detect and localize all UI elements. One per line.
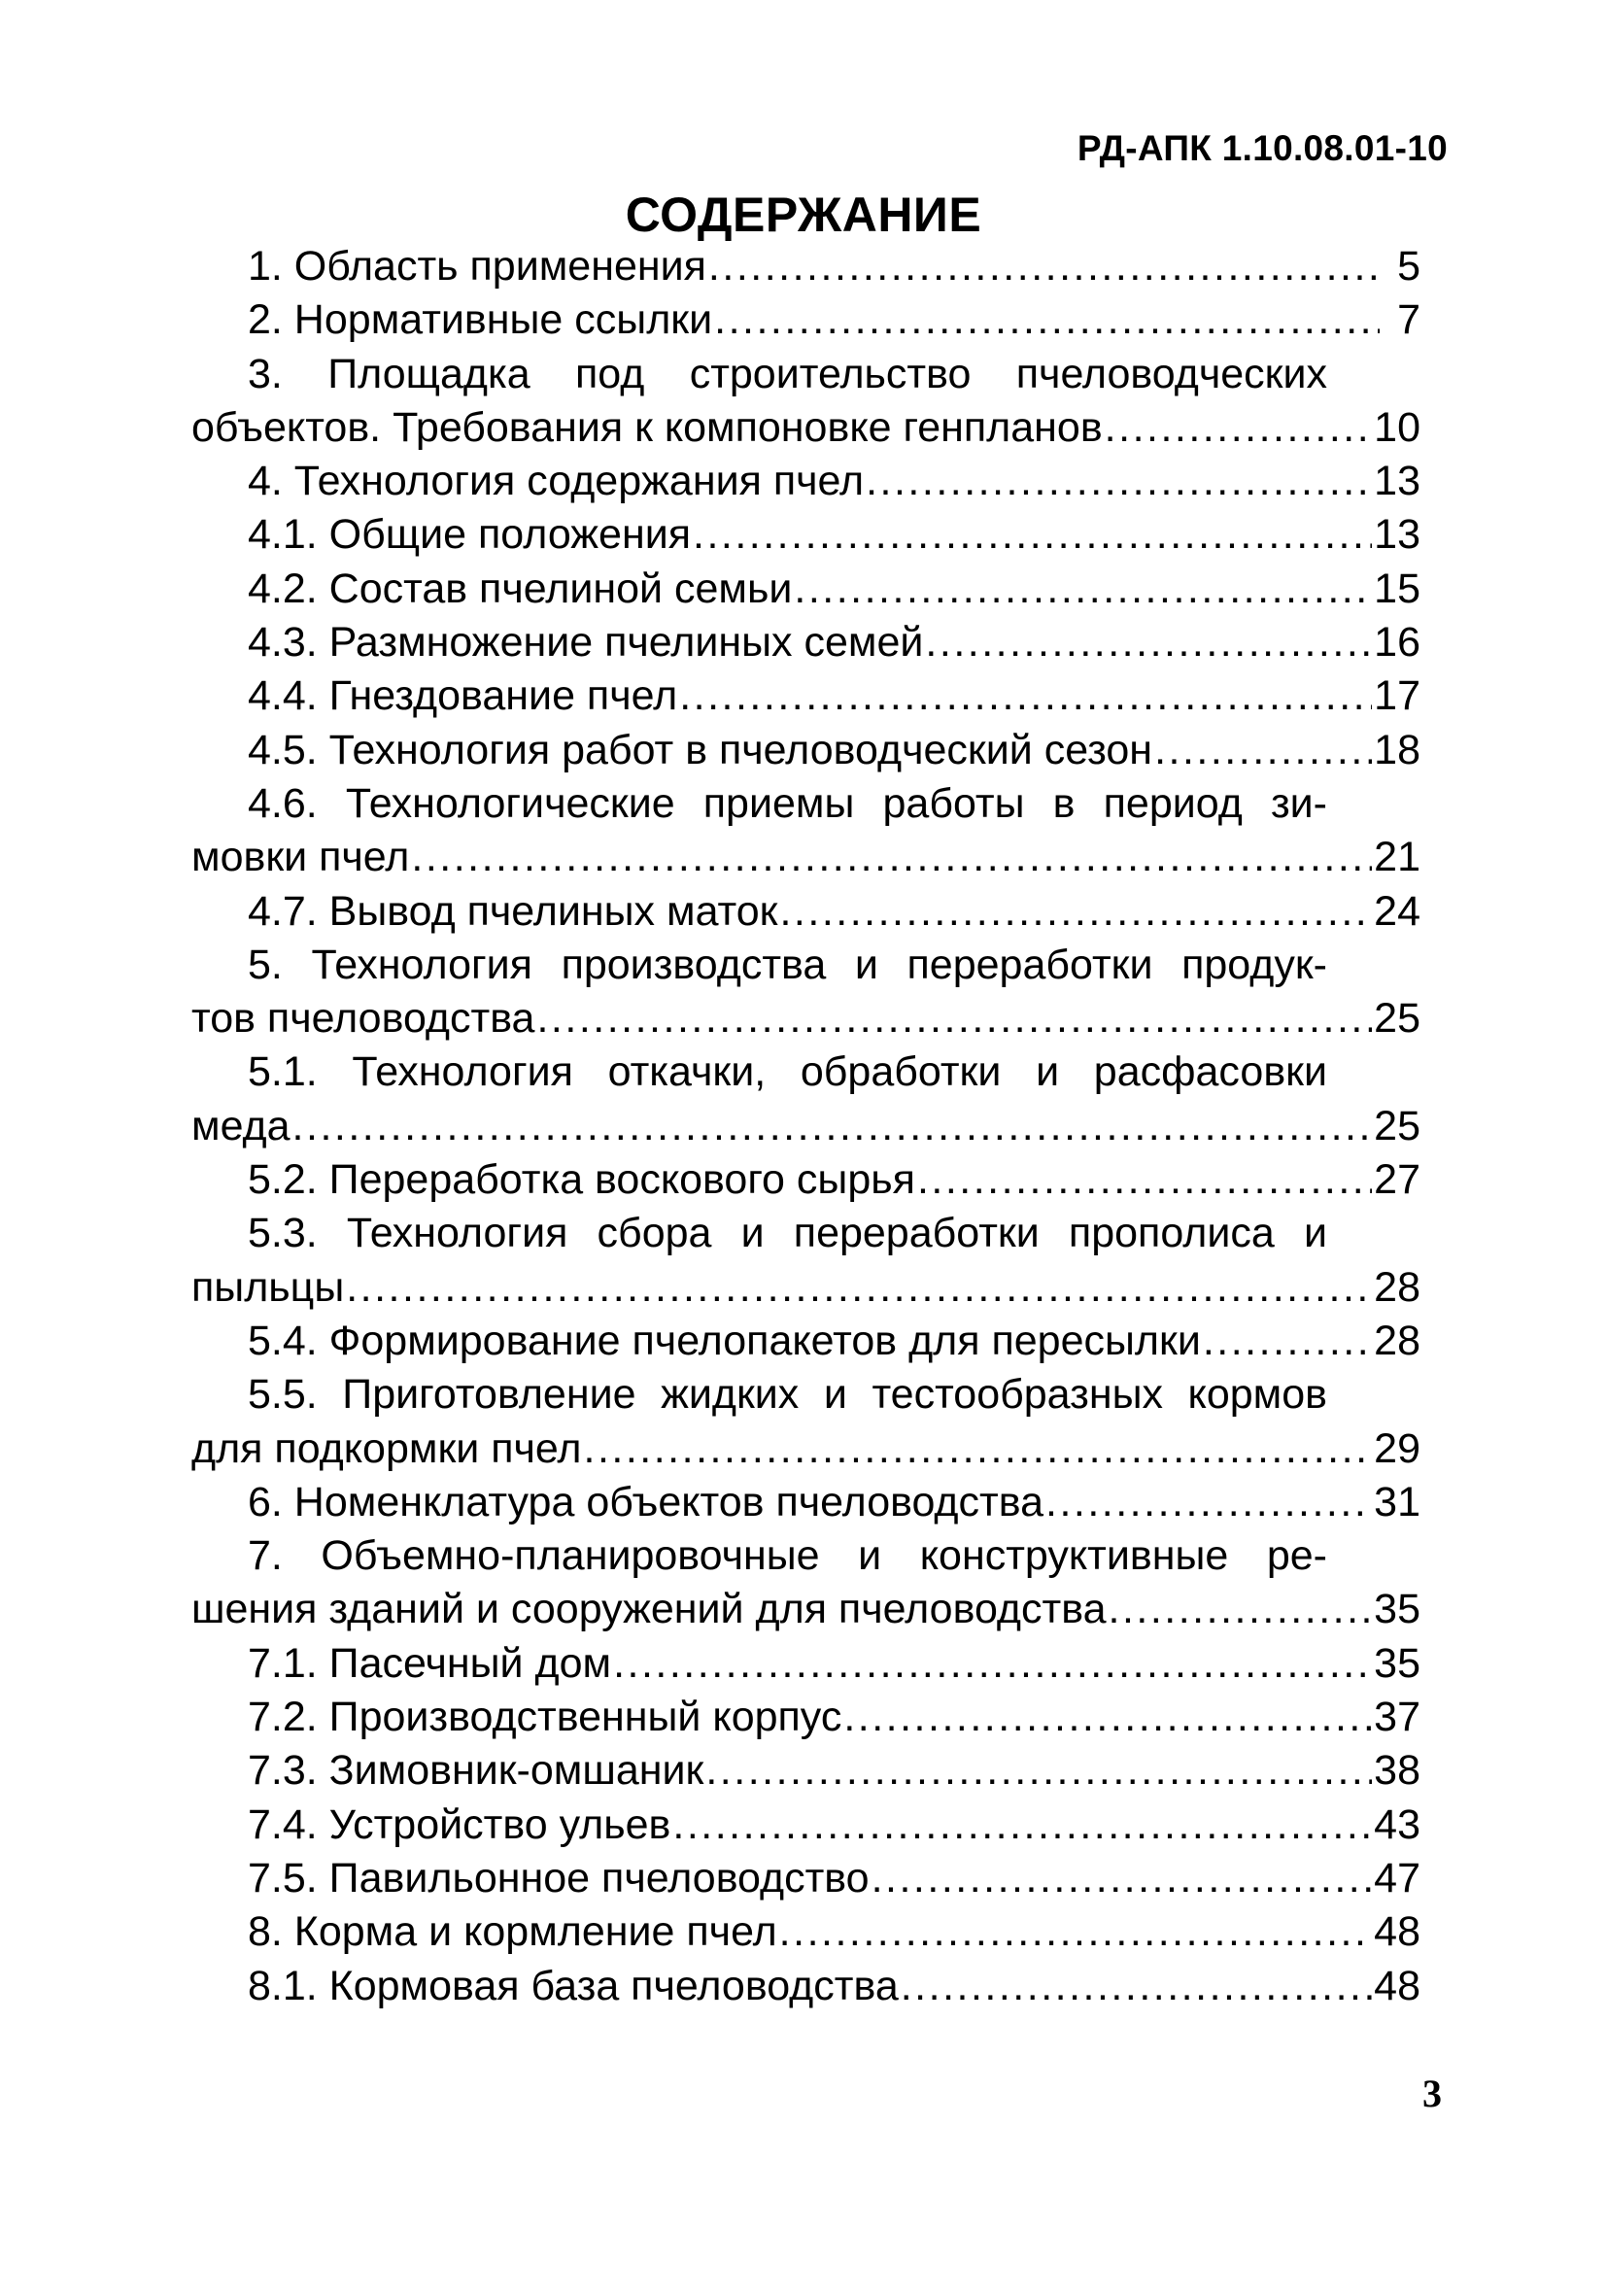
toc-entry: [191, 293, 1420, 347]
toc-entry: [191, 669, 1420, 723]
toc-entry: [191, 1905, 1420, 1959]
toc-entry-page: 29: [1374, 1424, 1420, 1472]
toc-entry-row: [191, 1422, 1420, 1476]
toc-entry: [191, 563, 1420, 616]
dot-leader: [708, 240, 1380, 293]
toc-entry: [191, 1207, 1420, 1315]
toc-entry-heading-line: 7. Объемно-планировочные и конструктивные ре-: [248, 1532, 1327, 1580]
toc-entry: [191, 455, 1420, 508]
toc-entry-title: 4.4. Гнездование пчел: [248, 672, 678, 720]
dot-leader: [917, 1153, 1372, 1207]
dot-leader: [292, 1100, 1373, 1153]
toc-entry-row: [191, 293, 1420, 347]
toc-entry-page: 13: [1374, 458, 1420, 505]
dot-leader: [1154, 724, 1372, 777]
toc-entry-heading-line: 5.5. Приготовление жидких и тестообразных кормов: [248, 1371, 1327, 1419]
toc-entry-title: 4.2. Состав пчелиной семьи: [248, 565, 793, 612]
toc-entry-title: 7.2. Производственный корпус: [248, 1694, 842, 1741]
toc-entry-title: 5.2. Переработка воскового сырья: [248, 1156, 915, 1204]
toc-entry: [191, 724, 1420, 777]
toc-entry-row: [191, 724, 1420, 777]
toc-entry-title: 5.4. Формирование пчелопакетов для пересылки: [248, 1317, 1201, 1364]
toc-entry-row: [191, 1100, 1420, 1153]
dot-leader: [779, 885, 1372, 939]
toc-entry-row: [191, 885, 1420, 939]
dot-leader: [536, 992, 1372, 1045]
dot-leader: [714, 293, 1380, 347]
dot-leader: [866, 455, 1372, 508]
dot-leader: [705, 1744, 1372, 1798]
toc-entry-page: 28: [1374, 1317, 1420, 1364]
toc-entry: [191, 508, 1420, 562]
toc-entry-title: 4. Технология содержания пчел: [248, 458, 865, 505]
toc-entry: [191, 1799, 1420, 1852]
dot-leader: [872, 1852, 1373, 1905]
toc-entry: [191, 939, 1420, 1046]
toc-entry-row: [191, 1799, 1420, 1852]
toc-entry: [191, 1960, 1420, 2013]
toc-entry-row: [191, 1960, 1420, 2013]
toc-entry-row: [191, 1637, 1420, 1691]
toc-entry: [191, 1852, 1420, 1905]
toc-entry-title: объектов. Требования к компоновке генпланов: [191, 403, 1103, 451]
dot-leader: [346, 1261, 1372, 1315]
toc-entry: [191, 1691, 1420, 1744]
toc-entry-title: 7.5. Павильонное пчеловодство: [248, 1854, 870, 1902]
toc-entry: [191, 348, 1420, 456]
toc-entry-row: [191, 1315, 1420, 1368]
toc-entry-title: 4.5. Технология работ в пчеловодческий сезон: [248, 726, 1153, 773]
toc-entry-row: [191, 1583, 1420, 1636]
toc-entry-row: [191, 1691, 1420, 1744]
toc-entry-page: 15: [1374, 565, 1420, 612]
toc-entry-page: 43: [1374, 1800, 1420, 1848]
toc-entry: [191, 1637, 1420, 1691]
dot-leader: [843, 1691, 1372, 1744]
table-of-contents: [191, 240, 1420, 2013]
toc-entry-row: [191, 669, 1420, 723]
toc-entry-page: 13: [1374, 511, 1420, 559]
toc-entry-row: [191, 1905, 1420, 1959]
toc-entry: [191, 777, 1420, 885]
document-code: РД-АПК 1.10.08.01-10: [1077, 128, 1448, 168]
toc-entry-title: 4.7. Вывод пчелиных маток: [248, 887, 778, 935]
toc-entry-title: мовки пчел: [191, 834, 410, 881]
dot-leader: [1045, 1476, 1372, 1529]
toc-entry-page: 17: [1374, 672, 1420, 720]
dot-leader: [1203, 1315, 1372, 1368]
toc-entry-page: 37: [1374, 1694, 1420, 1741]
dot-leader: [672, 1799, 1372, 1852]
toc-title: СОДЕРЖАНИЕ: [625, 188, 982, 242]
toc-entry-page: 38: [1374, 1747, 1420, 1795]
toc-entry-page: 47: [1374, 1854, 1420, 1902]
toc-entry-title: шения зданий и сооружений для пчеловодства: [191, 1586, 1107, 1633]
toc-entry-page: 25: [1374, 995, 1420, 1043]
toc-entry-page: 10: [1374, 403, 1420, 451]
toc-entry-row: [191, 1476, 1420, 1529]
toc-entry-heading-line: 5. Технология производства и переработки продук-: [248, 941, 1327, 988]
toc-entry-page: 18: [1374, 726, 1420, 773]
toc-entry-page: 25: [1374, 1102, 1420, 1149]
toc-entry-heading-line: 5.1. Технология откачки, обработки и расфасовки: [248, 1048, 1327, 1096]
dot-leader: [779, 1905, 1372, 1959]
dot-leader: [679, 669, 1372, 723]
toc-entry-title: для подкормки пчел: [191, 1424, 582, 1472]
toc-entry-row: [191, 240, 1420, 293]
dot-leader: [1105, 401, 1372, 455]
toc-entry-page: 5: [1397, 243, 1420, 290]
dot-leader: [1109, 1583, 1373, 1636]
toc-entry-page: 35: [1374, 1586, 1420, 1633]
toc-entry-page: 28: [1374, 1263, 1420, 1311]
toc-entry-page: 35: [1374, 1639, 1420, 1687]
dot-leader: [693, 508, 1372, 562]
toc-entry: [191, 1476, 1420, 1529]
toc-entry-row: [191, 992, 1420, 1045]
toc-entry-page: 21: [1374, 834, 1420, 881]
toc-entry-title: 7.1. Пасечный дом: [248, 1639, 612, 1687]
toc-entry-title: 1. Область применения: [248, 243, 706, 290]
toc-entry-title: 6. Номенклатура объектов пчеловодства: [248, 1478, 1043, 1525]
toc-entry-row: [191, 563, 1420, 616]
toc-entry-title: меда: [191, 1102, 291, 1149]
toc-entry-row: [191, 616, 1420, 669]
toc-entry-row: [191, 1153, 1420, 1207]
toc-entry-title: 2. Нормативные ссылки: [248, 296, 713, 344]
toc-entry-page: 7: [1397, 296, 1420, 344]
toc-entry-row: [191, 401, 1420, 455]
toc-entry: [191, 1368, 1420, 1476]
toc-entry: [191, 1153, 1420, 1207]
toc-entry-page: 48: [1374, 1908, 1420, 1956]
toc-entry: [191, 885, 1420, 939]
toc-entry-page: 27: [1374, 1156, 1420, 1204]
toc-entry-page: 31: [1374, 1478, 1420, 1525]
toc-entry: [191, 1045, 1420, 1153]
dot-leader: [925, 616, 1372, 669]
toc-entry: [191, 240, 1420, 293]
toc-entry-title: пыльцы: [191, 1263, 345, 1311]
toc-entry-title: 8. Корма и кормление пчел: [248, 1908, 777, 1956]
toc-entry-row: [191, 455, 1420, 508]
toc-entry: [191, 1529, 1420, 1637]
toc-entry-page: 24: [1374, 887, 1420, 935]
toc-entry-row: [191, 831, 1420, 884]
dot-leader: [613, 1637, 1372, 1691]
toc-entry-row: [191, 508, 1420, 562]
toc-entry-row: [191, 1744, 1420, 1798]
dot-leader: [411, 831, 1372, 884]
toc-entry-page: 16: [1374, 619, 1420, 667]
toc-entry-title: 7.3. Зимовник-омшаник: [248, 1747, 704, 1795]
toc-entry-row: [191, 1261, 1420, 1315]
toc-entry-page: 48: [1374, 1962, 1420, 2009]
toc-entry-heading-line: 5.3. Технология сбора и переработки прополиса и: [248, 1210, 1327, 1257]
toc-entry-title: 8.1. Кормовая база пчеловодства: [248, 1962, 899, 2009]
toc-entry: [191, 1315, 1420, 1368]
toc-entry-heading-line: 3. Площадка под строительство пчеловодческих: [248, 350, 1327, 397]
dot-leader: [584, 1422, 1373, 1476]
toc-entry-title: 4.3. Размножение пчелиных семей: [248, 619, 924, 667]
page-number: 3: [1422, 2072, 1442, 2115]
toc-entry-heading-line: 4.6. Технологические приемы работы в период зи-: [248, 779, 1327, 827]
toc-entry-row: [191, 1852, 1420, 1905]
dot-leader: [901, 1960, 1372, 2013]
dot-leader: [794, 563, 1372, 616]
toc-entry-title: тов пчеловодства: [191, 995, 535, 1043]
toc-entry: [191, 1744, 1420, 1798]
toc-entry: [191, 616, 1420, 669]
toc-entry-title: 4.1. Общие положения: [248, 511, 691, 559]
toc-entry-title: 7.4. Устройство ульев: [248, 1800, 671, 1848]
